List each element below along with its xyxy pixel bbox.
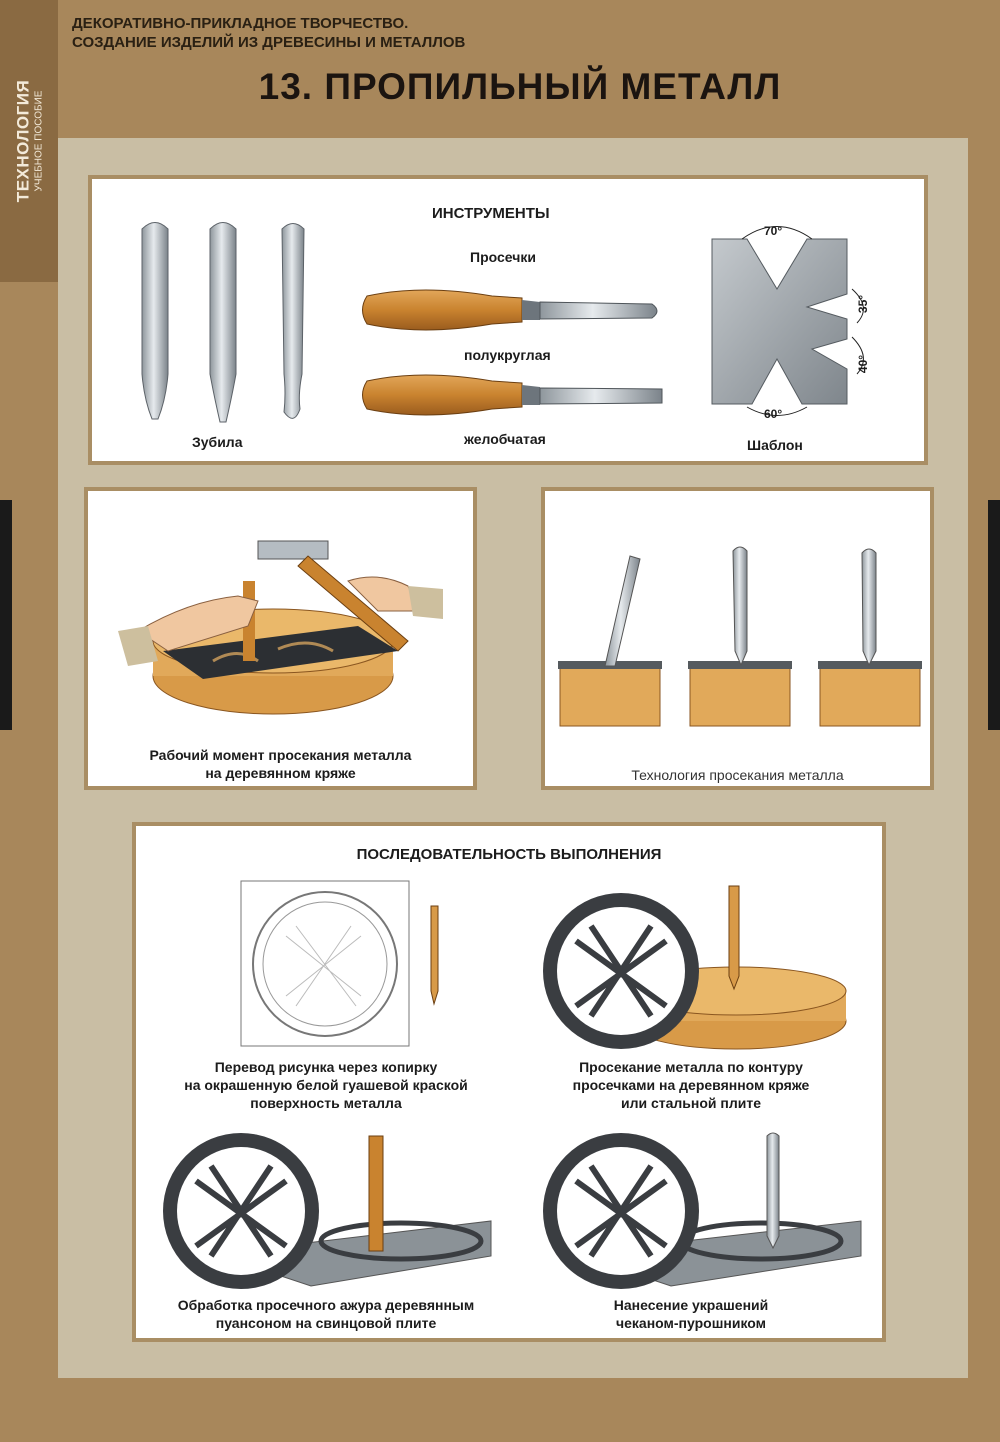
technology-panel — [541, 487, 934, 790]
wood-block-2 — [688, 547, 792, 726]
hammering-illustration — [108, 501, 458, 731]
step2-caption — [511, 1058, 871, 1112]
subtitle-line-1: ДЕКОРАТИВНО-ПРИКЛАДНОЕ ТВОРЧЕСТВО. — [72, 15, 409, 32]
angle-bottom: 60° — [764, 407, 783, 421]
angle-template-illustration — [707, 219, 907, 434]
step4-illustration — [541, 1126, 871, 1291]
step2-illustration — [536, 881, 856, 1051]
punch-semicircular — [362, 284, 672, 344]
wood-block-1 — [558, 556, 662, 726]
work-moment-caption-line-2: на деревянном кряже — [205, 765, 356, 781]
technology-illustration — [555, 541, 925, 731]
work-moment-caption-line-1: Рабочий момент просекания металла — [149, 747, 412, 763]
step4-line-1: Нанесение украшений — [613, 1297, 769, 1313]
page-title: 13. ПРОПИЛЬНЫЙ МЕТАЛЛ — [258, 66, 782, 107]
wood-block-3 — [818, 549, 922, 726]
chisels-illustration — [132, 214, 322, 429]
left-edge-strip — [0, 500, 12, 730]
punch1-label: полукруглая — [464, 347, 551, 363]
step1-caption — [146, 1058, 506, 1112]
step3-line-1: Обработка просечного ажура деревянным — [177, 1297, 475, 1313]
step2-line-3: или стальной плите — [620, 1095, 762, 1111]
side-tab-title: ТЕХНОЛОГИЯ — [13, 79, 33, 203]
punches-label: Просечки — [470, 249, 536, 265]
right-edge-strip — [988, 500, 1000, 730]
work-moment-panel — [84, 487, 477, 790]
side-tab — [0, 0, 58, 282]
sequence-panel — [132, 822, 886, 1342]
subtitle-line-2: СОЗДАНИЕ ИЗДЕЛИЙ ИЗ ДРЕВЕСИНЫ И МЕТАЛЛОВ — [72, 34, 466, 51]
header-subtitle — [72, 14, 465, 52]
instruments-heading: ИНСТРУМЕНТЫ — [432, 205, 550, 222]
step3-illustration — [161, 1126, 501, 1291]
step3-caption — [136, 1296, 516, 1332]
step1-line-1: Перевод рисунка через копирку — [214, 1059, 438, 1075]
angle-right-bottom: 40° — [856, 354, 871, 374]
template-label: Шаблон — [747, 437, 803, 453]
side-tab-subtitle: УЧЕБНОЕ ПОСОБИЕ — [33, 90, 45, 192]
step4-caption — [511, 1296, 871, 1332]
angle-top: 70° — [764, 224, 783, 238]
instruments-panel — [88, 175, 928, 465]
step3-line-2: пуансоном на свинцовой плите — [215, 1315, 437, 1331]
step4-line-2: чеканом-пурошником — [616, 1315, 766, 1331]
step1-line-2: на окрашенную белой гуашевой краской — [184, 1077, 468, 1093]
technology-caption: Технология просекания металла — [631, 767, 844, 783]
punch2-label: желобчатая — [464, 431, 546, 447]
step1-line-3: поверхность металла — [250, 1095, 402, 1111]
work-moment-caption — [88, 746, 473, 782]
chisels-label: Зубила — [192, 434, 243, 450]
punch-grooved — [362, 369, 672, 429]
step2-line-2: просечками на деревянном кряже — [572, 1077, 810, 1093]
step1-illustration — [236, 876, 496, 1051]
angle-right-top: 35° — [856, 294, 871, 314]
step2-line-1: Просекание металла по контуру — [579, 1059, 803, 1075]
sequence-heading: ПОСЛЕДОВАТЕЛЬНОСТЬ ВЫПОЛНЕНИЯ — [356, 846, 662, 863]
